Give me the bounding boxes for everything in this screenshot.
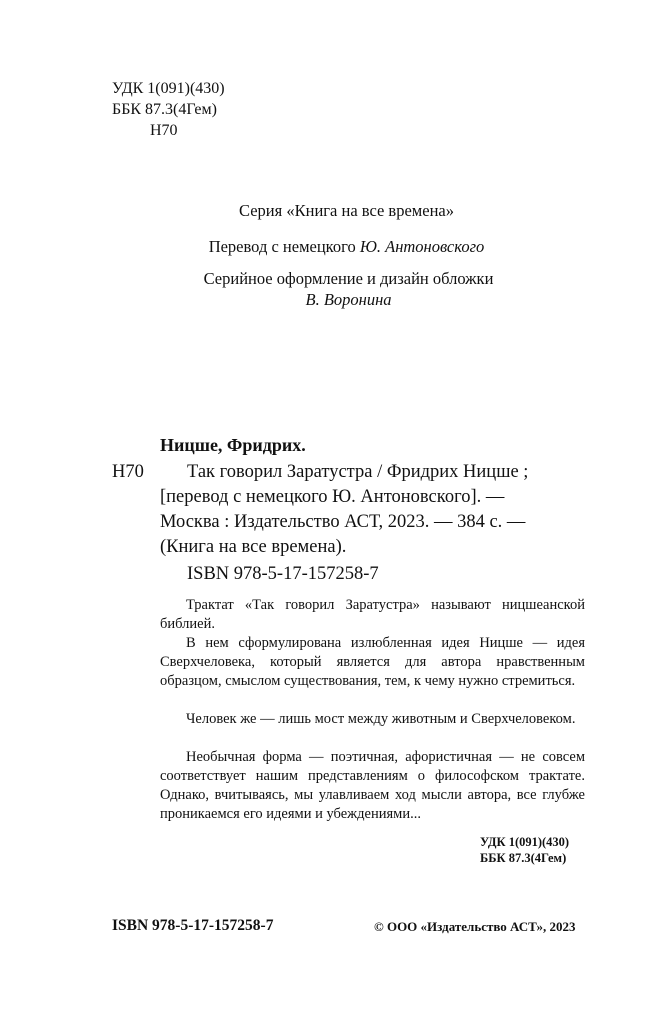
- bib-isbn: ISBN 978-5-17-157258-7: [187, 564, 379, 584]
- bib-mark: Н70: [112, 462, 144, 482]
- series-line: Серия «Книга на все времена»: [239, 201, 454, 220]
- annotation-paragraph: В нем сформулирована излюбленная идея Ницше — идея Сверхчеловека, который является для автора нравственным образцом, смыслом существования, тем, к чему нужно стремиться.: [160, 635, 585, 689]
- annotation-bbk: ББК 87.3(4Гем): [480, 851, 567, 865]
- bib-author: Ницше, Фридрих.: [160, 435, 306, 455]
- author-mark: Н70: [150, 122, 178, 139]
- bib-line: Москва : Издательство АСТ, 2023. — 384 с. —: [160, 512, 526, 532]
- footer-isbn: ISBN 978-5-17-157258-7: [112, 917, 274, 934]
- annotation-paragraph: Трактат «Так говорил Заратустра» называют ницшеанской библией.: [160, 597, 585, 632]
- designer-name: В. Воронина: [305, 290, 392, 309]
- translation-line: [16, 236, 661, 257]
- annotation-paragraph: Необычная форма — поэтичная, афористичная — не совсем соответствует нашим представлениям о философском трактате. Однако, вчитываясь, мы улавливаем ход мысли автора, все глубже проникаемся его идеями и убеждениями...: [160, 749, 585, 822]
- udk-code: УДК 1(091)(430): [112, 80, 225, 97]
- bib-line: Так говорил Заратустра / Фридрих Ницше ;: [187, 462, 529, 482]
- bib-line: (Книга на все времена).: [160, 537, 347, 557]
- design-label: Серийное оформление и дизайн обложки: [203, 269, 494, 288]
- bib-line: [перевод с немецкого Ю. Антоновского]. —: [160, 487, 505, 507]
- bbk-code: ББК 87.3(4Гем): [112, 101, 217, 118]
- translation-prefix: Перевод с немецкого: [208, 237, 360, 256]
- annotation-paragraph: Человек же — лишь мост между животным и Сверхчеловеком.: [186, 711, 576, 727]
- footer-copyright: © ООО «Издательство АСТ», 2023: [374, 919, 576, 934]
- translator-name: Ю. Антоновского: [359, 237, 485, 256]
- annotation-udk: УДК 1(091)(430): [480, 835, 570, 849]
